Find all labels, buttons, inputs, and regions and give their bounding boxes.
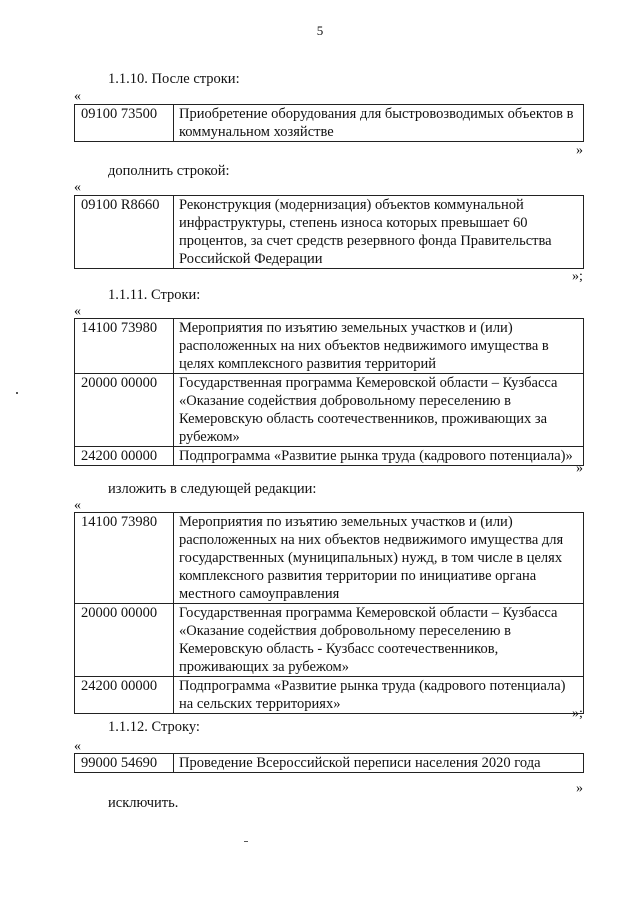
open-quote: «: [74, 304, 81, 319]
exclude-label: исключить.: [108, 795, 179, 811]
row-text: Подпрограмма «Развитие рынка труда (кадрового потенциала) на сельских территориях»: [174, 677, 584, 714]
row-code: 24200 00000: [75, 447, 174, 466]
row-text: Мероприятия по изъятию земельных участков и (или) расположенных на них объектов недвижимого имущества в целях комплексного развития территорий: [174, 319, 584, 374]
open-quote: «: [74, 498, 81, 513]
row-text: Подпрограмма «Развитие рынка труда (кадрового потенциала)»: [174, 447, 584, 466]
row-text: Реконструкция (модернизация) объектов коммунальной инфраструктуры, степень износа которых превышает 60 процентов, за счет средств резервного фонда Правительства Российской Федерации: [174, 196, 584, 269]
row-text: Государственная программа Кемеровской области – Кузбасса «Оказание содействия добровольному переселению в Кемеровскую область - Кузбасс соотечественников, проживающих за рубежом»: [174, 604, 584, 677]
open-quote: «: [74, 180, 81, 195]
restate-label: изложить в следующей редакции:: [108, 481, 317, 497]
row-code: 09100 R8660: [75, 196, 174, 269]
row-text: Приобретение оборудования для быстровозводимых объектов в коммунальном хозяйстве: [174, 105, 584, 142]
row-code: 14100 73980: [75, 513, 174, 604]
row-code: 24200 00000: [75, 677, 174, 714]
section-1-1-10-heading: 1.1.10. После строки:: [108, 71, 240, 87]
table-1-1-11-old: [74, 318, 584, 466]
table-1-1-10: [74, 104, 584, 142]
table-row: [75, 105, 584, 142]
table-1-1-12: [74, 753, 584, 773]
table-row: [75, 319, 584, 374]
table-row: [75, 677, 584, 714]
row-code: 20000 00000: [75, 374, 174, 447]
row-text: Проведение Всероссийской переписи населения 2020 года: [174, 754, 584, 773]
table-1-1-10-add: [74, 195, 584, 269]
table-row: [75, 374, 584, 447]
row-code: 14100 73980: [75, 319, 174, 374]
close-quote: »: [576, 143, 583, 158]
page-number: 5: [316, 23, 324, 38]
table-1-1-11-new: [74, 512, 584, 714]
section-1-1-12-heading: 1.1.12. Строку:: [108, 719, 200, 735]
scan-dot: [16, 392, 18, 394]
table-row: [75, 196, 584, 269]
open-quote: «: [74, 89, 81, 104]
add-line-label: дополнить строкой:: [108, 163, 230, 179]
table-row: [75, 604, 584, 677]
row-code: 20000 00000: [75, 604, 174, 677]
section-1-1-11-heading: 1.1.11. Строки:: [108, 287, 201, 303]
row-code: 99000 54690: [75, 754, 174, 773]
table-row: [75, 447, 584, 466]
table-row: [75, 754, 584, 773]
row-code: 09100 73500: [75, 105, 174, 142]
close-quote: »: [576, 461, 583, 476]
scan-dash: [244, 841, 248, 842]
close-quote: »: [576, 781, 583, 796]
table-row: [75, 513, 584, 604]
row-text: Государственная программа Кемеровской области – Кузбасса «Оказание содействия добровольному переселению в Кемеровскую область соотечественников, проживающих за рубежом»: [174, 374, 584, 447]
open-quote: «: [74, 739, 81, 754]
close-quote-semicolon: »;: [572, 269, 583, 284]
close-quote-semicolon: »;: [572, 706, 583, 721]
row-text: Мероприятия по изъятию земельных участков и (или) расположенных на них объектов недвижимого имущества для государственных (муниципальных) нужд, в том числе в целях комплексного развития территории по инициативе органа местного самоуправления: [174, 513, 584, 604]
